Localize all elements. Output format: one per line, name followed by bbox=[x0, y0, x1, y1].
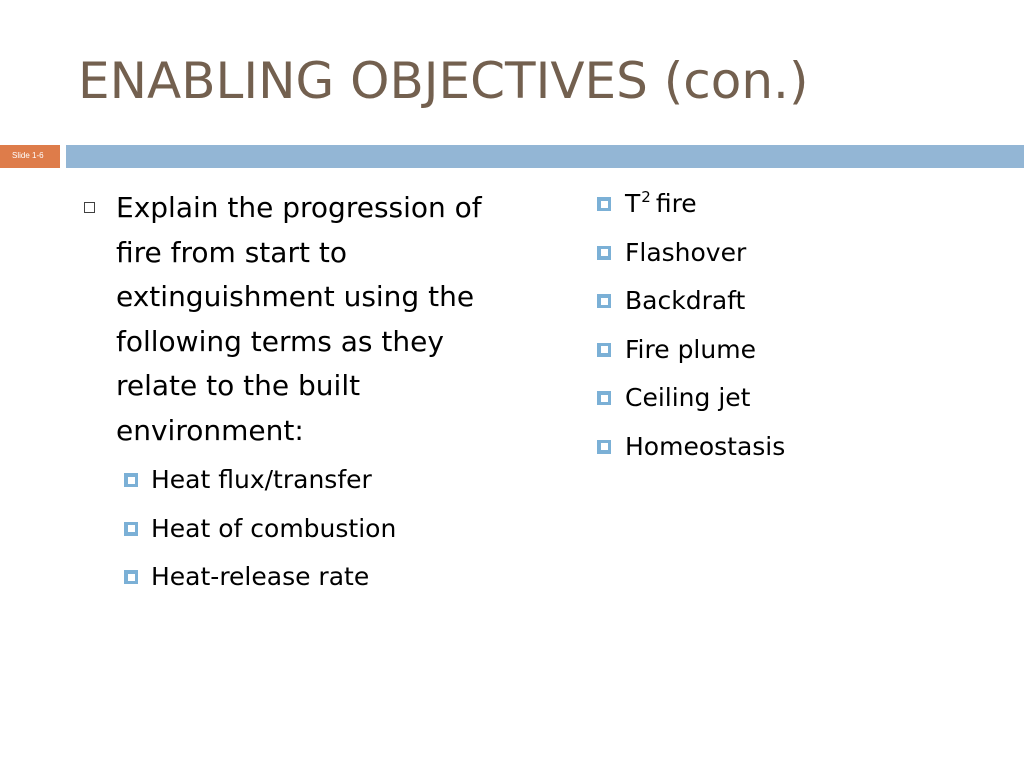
square-bullet-icon bbox=[124, 522, 138, 536]
term-text: Fire plume bbox=[625, 334, 756, 364]
term-item-homeostasis bbox=[593, 428, 1013, 477]
square-bullet-icon bbox=[597, 197, 611, 211]
term-rest: fire bbox=[655, 189, 697, 218]
sub-bullet-text: Heat of combustion bbox=[151, 513, 397, 543]
term-text: Backdraft bbox=[625, 286, 746, 315]
left-content-column bbox=[80, 186, 500, 607]
term-text: Homeostasis bbox=[625, 431, 786, 461]
slide-title: ENABLING OBJECTIVES (con.) bbox=[78, 52, 809, 110]
square-bullet-icon bbox=[124, 473, 138, 487]
hollow-square-bullet-icon bbox=[84, 202, 95, 213]
sub-bullet-item bbox=[120, 510, 500, 559]
sub-bullet-list bbox=[80, 461, 500, 607]
square-bullet-icon bbox=[597, 246, 611, 260]
main-bullet-text: Explain the progression of fire from start to extinguishment using the following terms as they relate to the built environment: bbox=[116, 191, 482, 447]
term-base: T bbox=[625, 189, 641, 218]
square-bullet-icon bbox=[597, 343, 611, 357]
sub-bullet-item bbox=[120, 558, 500, 607]
square-bullet-icon bbox=[124, 570, 138, 584]
sub-bullet-text: Heat flux/transfer bbox=[151, 465, 372, 494]
square-bullet-icon bbox=[597, 294, 611, 308]
term-item-t2-fire bbox=[593, 185, 1013, 234]
sub-bullet-text: Heat-release rate bbox=[151, 562, 370, 591]
term-item-flashover bbox=[593, 234, 1013, 283]
term-text: Ceiling jet bbox=[625, 383, 751, 412]
slide-number-badge bbox=[0, 145, 60, 168]
main-bullet-item bbox=[80, 186, 500, 453]
title-rule-bar bbox=[66, 145, 1024, 168]
term-item-backdraft bbox=[593, 282, 1013, 331]
term-text bbox=[625, 189, 697, 218]
term-text: Flashover bbox=[625, 237, 747, 267]
term-item-ceiling-jet bbox=[593, 379, 1013, 428]
square-bullet-icon bbox=[597, 391, 611, 405]
term-superscript: 2 bbox=[641, 188, 651, 206]
square-bullet-icon bbox=[597, 440, 611, 454]
sub-bullet-item bbox=[120, 461, 500, 510]
term-item-fire-plume bbox=[593, 331, 1013, 380]
right-content-column bbox=[593, 185, 1013, 476]
slide-number: Slide 1-6 bbox=[12, 151, 44, 160]
